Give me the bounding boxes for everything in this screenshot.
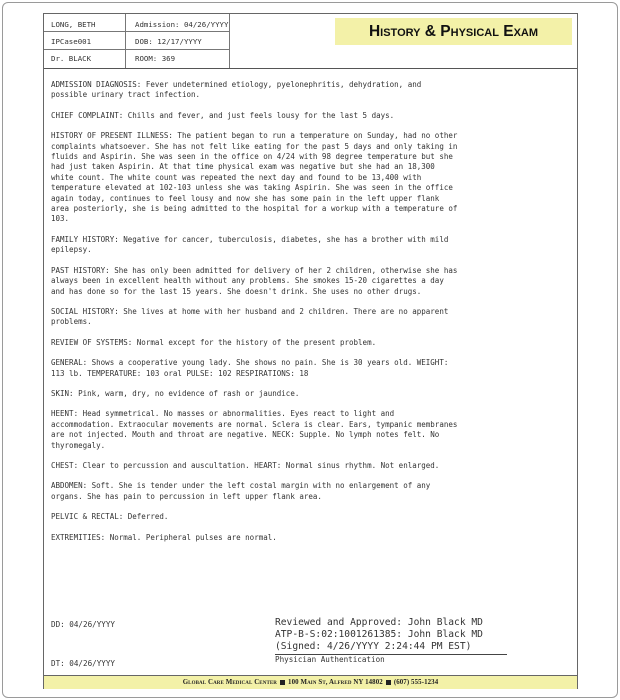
header-divider bbox=[44, 31, 229, 32]
date-of-birth: DOB: 12/17/YYYY bbox=[135, 37, 202, 46]
footer-organization: Global Care Medical Center bbox=[182, 679, 278, 686]
section-skin: SKIN: Pink, warm, dry, no evidence of rash or jaundice. bbox=[51, 388, 300, 398]
patient-name: LONG, BETH bbox=[51, 20, 96, 29]
admission-date: Admission: 04/26/YYYY bbox=[135, 20, 229, 29]
document-title: History & Physical Exam bbox=[335, 18, 572, 45]
header-divider bbox=[44, 49, 229, 50]
document-body bbox=[51, 80, 571, 553]
section-review-of-systems: REVIEW OF SYSTEMS: Normal except for the history of the present problem. bbox=[51, 337, 377, 347]
document-header bbox=[44, 14, 577, 69]
section-family-history: FAMILY HISTORY: Negative for cancer, tuberculosis, diabetes, she has a brother with mild epilepsy. bbox=[51, 234, 449, 255]
section-heent: HEENT: Head symmetrical. No masses or abnormalities. Eyes react to light and accommodation. Extraocular movements are normal. Sclera is clear. Ears, tympanic membranes are not injected. Mouth and throat are negative. NECK: Supple. No lymph notes felt. No thyromegaly. bbox=[51, 409, 458, 450]
section-admission-diagnosis: ADMISSION DIAGNOSIS: Fever undetermined etiology, pyelonephritis, dehydration, and possible urinary tract infection. bbox=[51, 80, 422, 100]
signature-signed: (Signed: 4/26/YYYY 2:24:44 PM EST) bbox=[275, 641, 472, 652]
section-social-history: SOCIAL HISTORY: She lives at home with her husband and 2 children. There are no apparent problems. bbox=[51, 306, 449, 327]
document-page bbox=[43, 13, 578, 689]
room-number: ROOM: 369 bbox=[135, 54, 176, 63]
section-general: GENERAL: Shows a cooperative young lady. She shows no pain. She is 30 years old. WEIGHT: 113 lb. TEMPERATURE: 103 oral PULSE: 102 RESPIRATIONS: 18 bbox=[51, 358, 449, 378]
section-chief-complaint: CHIEF COMPLAINT: Chills and fever, and just feels lousy for the last 5 days. bbox=[51, 110, 395, 120]
document-footer bbox=[44, 675, 577, 689]
signature-reviewed: Reviewed and Approved: John Black MD bbox=[275, 617, 483, 628]
section-history-present-illness: HISTORY OF PRESENT ILLNESS: The patient began to run a temperature on Sunday, had no other complaints whatsoever. She has not felt like eating for the past 5 days and only taking in fluids and Aspirin. She was seen in the office on 4/24 with 98 degree temperature but she had just taken Aspirin. At that time physical exam was negative but she had an 18,300 white count. The white count was repeated the next day and found to be 13,400 with temperature elevated at 102-103 unless she was taking Aspirin. She was seen in the office again today, continues to feel lousy and now she has some pain in the left upper flank area posteriorly, she is being admitted to the hospital for a workup with a temperature of 103. bbox=[51, 131, 458, 224]
section-extremities: EXTREMITIES: Normal. Peripheral pulses are normal. bbox=[51, 532, 277, 542]
section-abdomen: ABDOMEN: Soft. She is tender under the left costal margin with no enlargement of any organs. She has pain to percussion in left upper flank area. bbox=[51, 481, 431, 501]
section-past-history: PAST HISTORY: She has only been admitted for delivery of her 2 children, otherwise she has always been in excellent health without any problems. She smokes 15-20 cigarettes a day and has done so for the last 15 years. She doesn't drink. She uses no other drugs. bbox=[51, 265, 458, 296]
footer-phone: (607) 555-1234 bbox=[393, 679, 439, 686]
footer-address: 100 Main St, Alfred NY 14802 bbox=[288, 679, 383, 686]
dictated-date: DD: 04/26/YYYY bbox=[51, 620, 116, 629]
section-chest: CHEST: Clear to percussion and auscultation. HEART: Normal sinus rhythm. Not enlarged. bbox=[51, 460, 440, 470]
section-pelvic-rectal: PELVIC & RECTAL: Deferred. bbox=[51, 512, 169, 522]
signature-atp: ATP-B-S:02:1001261385: John Black MD bbox=[275, 629, 483, 640]
header-divider bbox=[229, 14, 230, 68]
doctor-name: Dr. BLACK bbox=[51, 54, 92, 63]
footer-separator-icon bbox=[386, 680, 391, 685]
header-divider bbox=[125, 14, 126, 68]
footer-separator-icon bbox=[280, 680, 285, 685]
transcribed-date: DT: 04/26/YYYY bbox=[51, 659, 116, 668]
signature-caption: Physician Authentication bbox=[275, 655, 385, 664]
case-id: IPCase001 bbox=[51, 37, 92, 46]
